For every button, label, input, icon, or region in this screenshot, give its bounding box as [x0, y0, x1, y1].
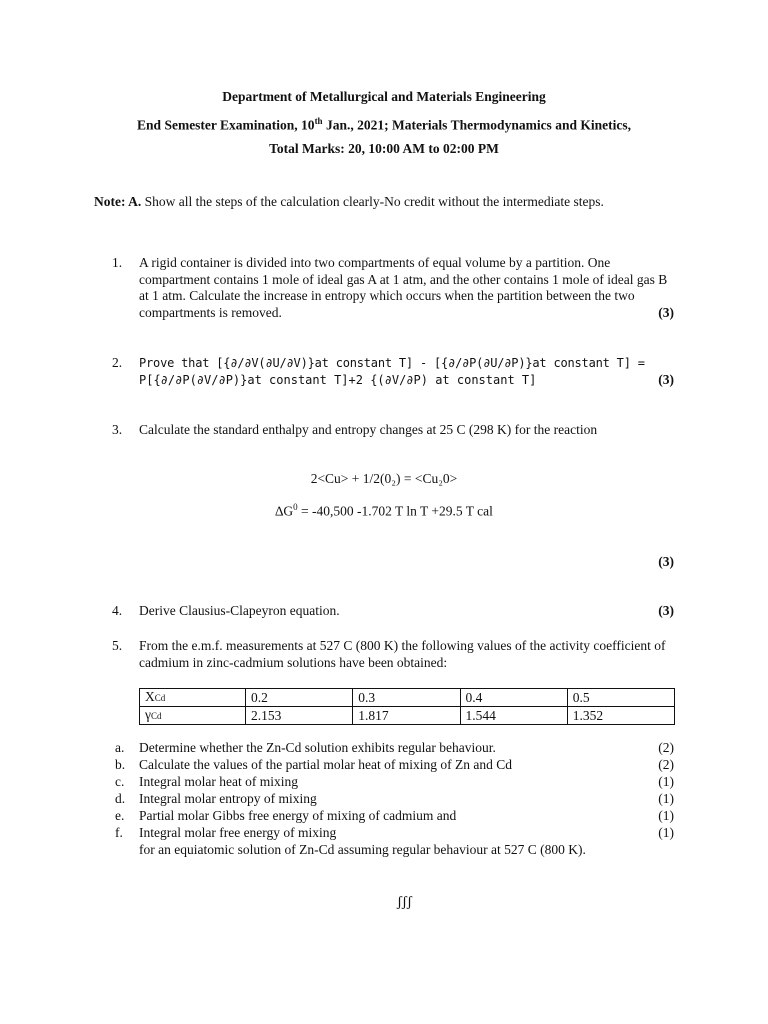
q3-marks: (3): [658, 554, 674, 569]
table-row-label: [140, 689, 246, 707]
table-row-label: [140, 707, 246, 725]
part-f-marks: (1): [658, 825, 674, 840]
part-d-marks: (1): [658, 791, 674, 806]
q4-marks: (3): [658, 603, 674, 618]
department-title: Department of Metallurgical and Materials Engineering: [222, 89, 546, 104]
q3-reaction: 2<Cu> + 1/2(0₂) = <Cu₂0>: [310, 471, 458, 486]
part-c-label: c.: [115, 774, 125, 789]
gamma-label: γ: [145, 707, 151, 722]
part-e-marks: (1): [658, 808, 674, 823]
exam-title-sup: th: [314, 116, 323, 126]
table-cell: 1.352: [567, 707, 674, 725]
part-c-text: Integral molar heat of mixing: [139, 774, 298, 789]
part-e-text: Partial molar Gibbs free energy of mixing of cadmium and: [139, 808, 457, 823]
exam-title-pre: End Semester Examination, 10: [137, 117, 315, 133]
table-cell: 0.4: [460, 689, 567, 707]
q5-number: 5.: [112, 638, 123, 653]
table-cell: 0.5: [567, 689, 674, 707]
part-b-marks: (2): [658, 757, 674, 772]
exam-title: [0, 116, 768, 134]
q2-marks: (3): [658, 372, 674, 387]
table-cell: 2.153: [246, 707, 353, 725]
part-a-marks: (2): [658, 740, 674, 755]
note-label: Note: A.: [94, 194, 142, 209]
q5-footer: for an equiatomic solution of Zn-Cd assuming regular behaviour at 527 C (800 K).: [139, 842, 586, 857]
part-e-label: e.: [115, 808, 125, 823]
q3-number: 3.: [112, 422, 123, 437]
table-cell: 1.544: [460, 707, 567, 725]
q4-number: 4.: [112, 603, 123, 618]
q1-text: A rigid container is divided into two compartments of equal volume by a partition. One compartment contains 1 mole of ideal gas A at 1 atm, and the other contains 1 mole of ideal gas B at 1 atm. Calculate the increase in entropy which occurs when the partition between the two compartments is removed.: [139, 255, 668, 320]
part-c-marks: (1): [658, 774, 674, 789]
q1-marks: (3): [658, 305, 674, 320]
q5-text: From the e.m.f. measurements at 527 C (800 K) the following values of the activity coefficient of cadmium in zinc-cadmium solutions have been obtained:: [139, 638, 666, 670]
table-cell: 0.2: [246, 689, 353, 707]
part-b-text: Calculate the values of the partial molar heat of mixing of Zn and Cd: [139, 757, 513, 772]
table-cell: 0.3: [353, 689, 460, 707]
part-a-text: Determine whether the Zn-Cd solution exhibits regular behaviour.: [139, 740, 496, 755]
exam-title-post: Jan., 2021; Materials Thermodynamics and Kinetics,: [322, 117, 631, 133]
xcd-label: X: [145, 689, 155, 704]
part-f-label: f.: [115, 825, 123, 840]
total-marks-line: Total Marks: 20, 10:00 AM to 02:00 PM: [269, 141, 499, 156]
xcd-sub: Cd: [154, 693, 166, 703]
q3-dg-post: = -40,500 -1.702 T ln T +29.5 T cal: [297, 503, 493, 519]
q2-line1: Prove that [{∂/∂V(∂U/∂V)}at constant T] - [{∂/∂P(∂U/∂P)}at constant T] =: [139, 356, 645, 370]
q3-dg-sup: 0: [293, 502, 298, 512]
table-cell: 1.817: [353, 707, 460, 725]
q3-dg-pre: ∆G: [275, 503, 294, 519]
q1-number: 1.: [112, 255, 123, 270]
part-a-label: a.: [115, 740, 125, 755]
table-row: [140, 707, 675, 725]
q3-text: Calculate the standard enthalpy and entropy changes at 25 C (298 K) for the reaction: [139, 422, 598, 437]
part-b-label: b.: [115, 757, 126, 772]
activity-table: [139, 688, 675, 725]
q3-delta-g: [0, 502, 768, 520]
part-d-text: Integral molar entropy of mixing: [139, 791, 317, 806]
q2-line2: P[{∂/∂P(∂V/∂P)}at constant T]+2 {(∂V/∂P) at constant T]: [139, 373, 537, 387]
table-row: [140, 689, 675, 707]
q4-text: Derive Clausius-Clapeyron equation.: [139, 603, 340, 618]
q2-number: 2.: [112, 355, 123, 370]
end-mark: ʃʃʃ: [397, 894, 412, 910]
part-f-text: Integral molar free energy of mixing: [139, 825, 337, 840]
part-d-label: d.: [115, 791, 126, 806]
note: [94, 194, 674, 210]
gamma-sub: Cd: [150, 711, 162, 721]
note-text: Show all the steps of the calculation clearly-No credit without the intermediate steps.: [141, 194, 604, 209]
